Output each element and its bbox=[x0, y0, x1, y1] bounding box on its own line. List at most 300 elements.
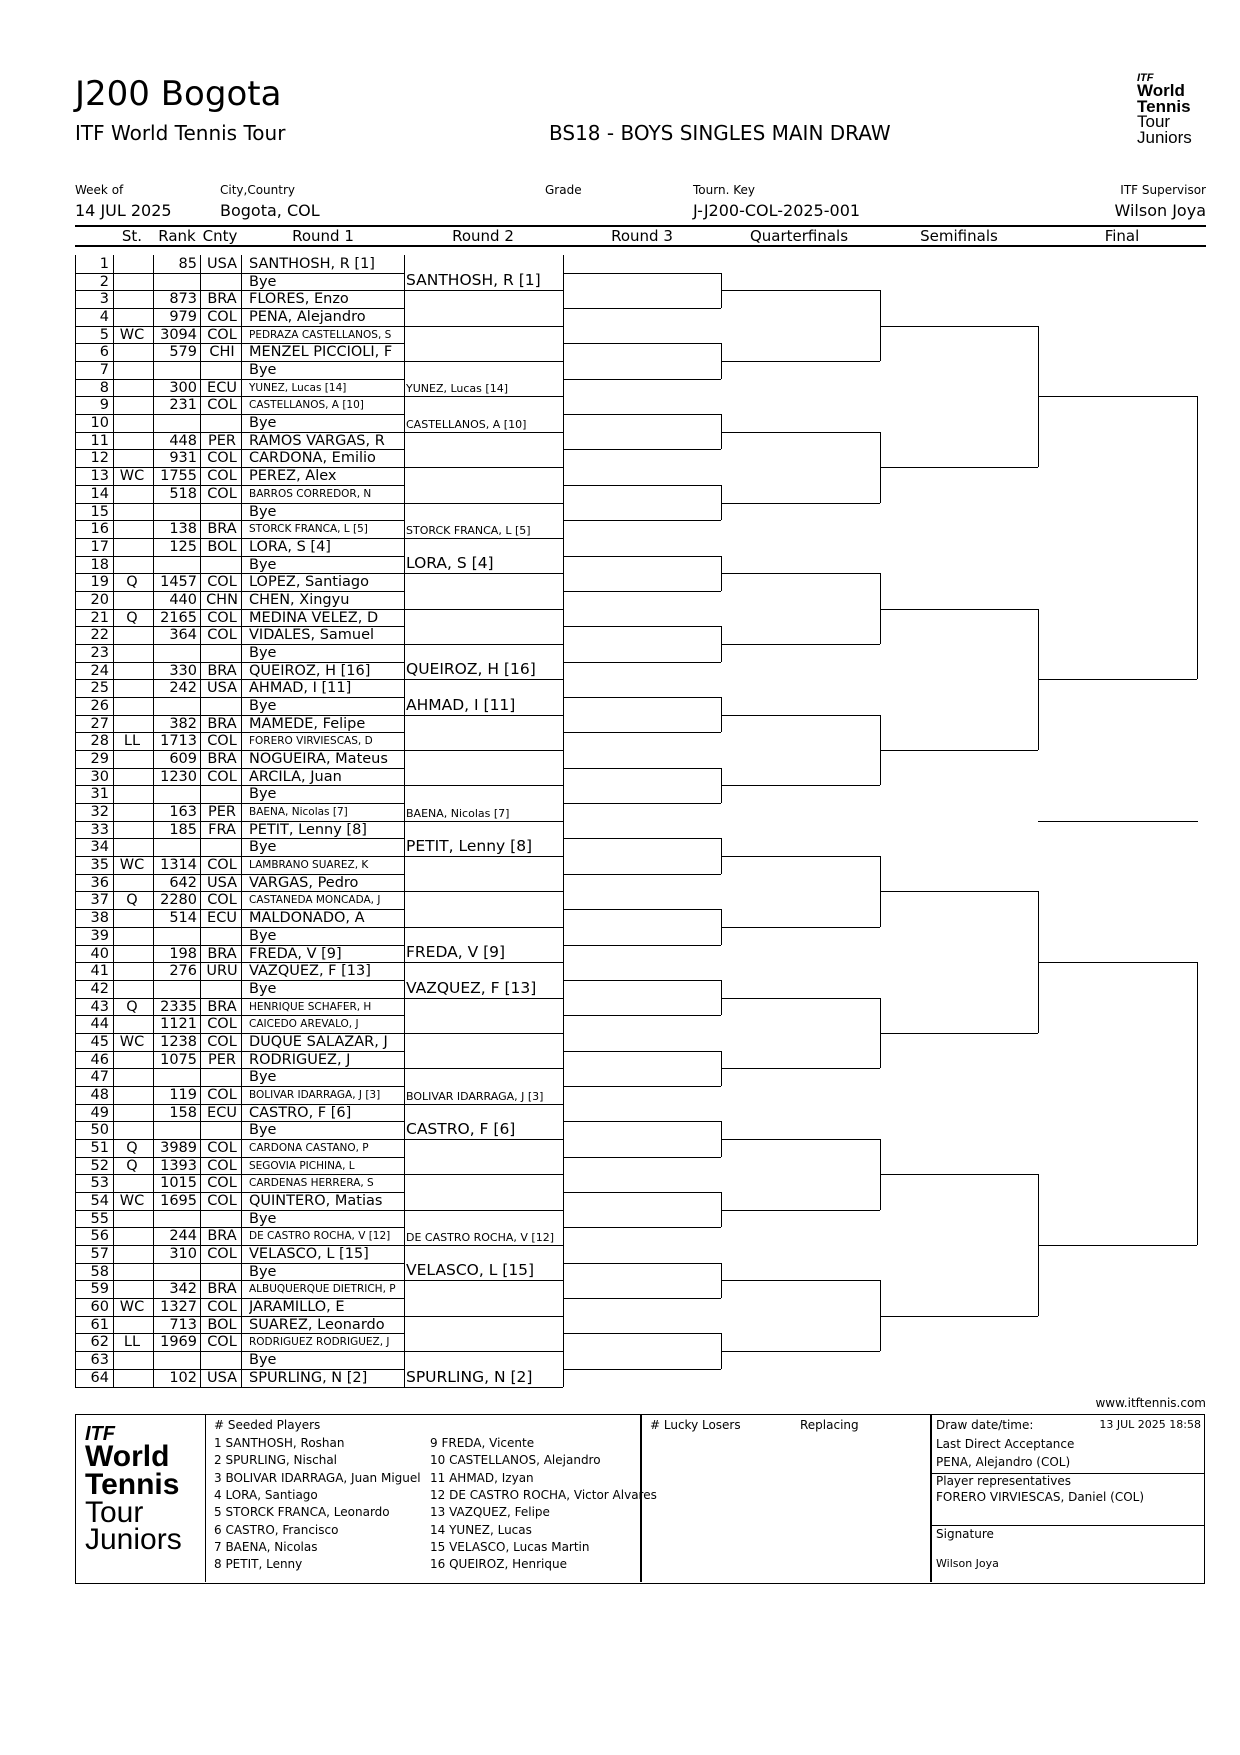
player-st: Q bbox=[126, 609, 138, 626]
bracket-line bbox=[563, 1157, 721, 1158]
round2-winner: FREDA, V [9] bbox=[406, 943, 506, 962]
player-rank: 1238 bbox=[160, 1033, 197, 1050]
player-rank: 440 bbox=[169, 591, 197, 608]
bracket-line bbox=[563, 768, 721, 769]
player-name: QUEIROZ, H [16] bbox=[249, 662, 371, 679]
grade-label: Grade bbox=[545, 183, 582, 197]
player-n: 63 bbox=[90, 1352, 109, 1369]
draw-row bbox=[75, 414, 404, 432]
player-cnty: COL bbox=[207, 1086, 237, 1103]
bracket-line bbox=[721, 927, 880, 928]
round2-line bbox=[404, 503, 563, 504]
player-cnty: COL bbox=[207, 397, 237, 414]
seed-item: 7 BAENA, Nicolas bbox=[214, 1539, 318, 1554]
player-name: CARDONA, Emilio bbox=[249, 450, 376, 467]
round2-line bbox=[404, 1210, 563, 1211]
player-rep-value: FORERO VIRVIESCAS, Daniel (COL) bbox=[936, 1490, 1145, 1504]
player-name: QUINTERO, Matias bbox=[249, 1193, 383, 1210]
signature-label: Signature bbox=[936, 1527, 994, 1541]
round2-winner: DE CASTRO ROCHA, V [12] bbox=[406, 1231, 554, 1245]
player-cnty: COL bbox=[207, 450, 237, 467]
player-rank: 1393 bbox=[160, 1157, 197, 1174]
player-n: 44 bbox=[90, 1016, 109, 1033]
draw-row bbox=[75, 503, 404, 521]
player-cnty: ECU bbox=[207, 910, 237, 927]
bracket-line bbox=[880, 750, 1038, 751]
seed-item: 15 VELASCO, Lucas Martin bbox=[430, 1539, 590, 1554]
col-quarterfinals: Quarterfinals bbox=[749, 227, 849, 245]
player-st: WC bbox=[119, 468, 145, 485]
player-n: 40 bbox=[90, 945, 109, 962]
draw-row bbox=[75, 556, 404, 574]
tour-name: ITF World Tennis Tour bbox=[75, 121, 286, 145]
player-n: 21 bbox=[90, 609, 109, 626]
player-n: 35 bbox=[90, 857, 109, 874]
draw-row bbox=[75, 573, 404, 591]
draw-datetime-value: 13 JUL 2025 18:58 bbox=[1099, 1418, 1201, 1431]
bracket-line bbox=[563, 449, 721, 450]
bracket-line bbox=[563, 1015, 721, 1016]
player-n: 34 bbox=[90, 839, 109, 856]
player-name: LAMBRANO SUAREZ, K bbox=[249, 859, 369, 872]
player-name: JARAMILLO, E bbox=[249, 1299, 345, 1316]
player-st: LL bbox=[123, 733, 141, 750]
bracket-line bbox=[721, 856, 880, 857]
player-name: CASTRO, F [6] bbox=[249, 1104, 352, 1121]
player-name: Bye bbox=[249, 415, 277, 432]
draw-row bbox=[75, 609, 404, 627]
final-winner-line bbox=[1038, 821, 1198, 822]
player-rank: 231 bbox=[169, 397, 197, 414]
draw-row bbox=[75, 343, 404, 361]
player-cnty: COL bbox=[207, 1246, 237, 1263]
player-name: Bye bbox=[249, 786, 277, 803]
player-n: 17 bbox=[90, 538, 109, 555]
player-rank: 514 bbox=[169, 910, 197, 927]
player-n: 38 bbox=[90, 910, 109, 927]
player-name: PEDRAZA CASTELLANOS, S bbox=[249, 328, 392, 341]
round2-winner: VAZQUEZ, F [13] bbox=[406, 978, 537, 997]
col-st: St. bbox=[121, 227, 143, 245]
bracket-line bbox=[563, 1333, 721, 1334]
bracket-line bbox=[563, 803, 721, 804]
player-name: SEGOVIA PICHINA, L bbox=[249, 1159, 355, 1172]
bracket-line bbox=[563, 1263, 721, 1264]
round2-line bbox=[404, 856, 563, 857]
bracket-line bbox=[880, 891, 1038, 892]
round2-line bbox=[404, 998, 563, 999]
seed-item: 16 QUEIROZ, Henrique bbox=[430, 1557, 567, 1572]
round2-winner: LORA, S [4] bbox=[406, 554, 494, 573]
bracket-line bbox=[563, 485, 721, 486]
round2-winner: QUEIROZ, H [16] bbox=[406, 660, 536, 679]
bracket-line bbox=[721, 1210, 880, 1211]
round2-winner: SANTHOSH, R [1] bbox=[406, 271, 541, 290]
round2-line bbox=[404, 361, 563, 362]
player-rank: 185 bbox=[169, 821, 197, 838]
player-n: 64 bbox=[90, 1369, 109, 1386]
supervisor-value: Wilson Joya bbox=[1114, 201, 1206, 220]
bracket-line bbox=[563, 945, 721, 946]
col-round1: Round 1 bbox=[292, 227, 354, 245]
player-st: WC bbox=[119, 857, 145, 874]
player-n: 62 bbox=[90, 1334, 109, 1351]
player-st: Q bbox=[126, 1157, 138, 1174]
player-n: 30 bbox=[90, 768, 109, 785]
seed-item: 4 LORA, Santiago bbox=[214, 1487, 318, 1502]
player-cnty: COL bbox=[207, 1299, 237, 1316]
draw-row bbox=[75, 432, 404, 450]
player-n: 28 bbox=[90, 733, 109, 750]
player-name: RODRIGUEZ, J bbox=[249, 1051, 351, 1068]
draw-row bbox=[75, 290, 404, 308]
round2-line bbox=[404, 821, 563, 822]
player-rank: 330 bbox=[169, 662, 197, 679]
col-round2: Round 2 bbox=[452, 227, 514, 245]
player-rank: 244 bbox=[169, 1228, 197, 1245]
bracket-line bbox=[880, 609, 1038, 610]
round2-line bbox=[404, 609, 563, 610]
player-n: 11 bbox=[90, 432, 109, 449]
player-cnty: CHN bbox=[206, 591, 238, 608]
draw-row bbox=[75, 1174, 404, 1192]
player-name: VAZQUEZ, F [13] bbox=[249, 963, 371, 980]
player-n: 26 bbox=[90, 698, 109, 714]
draw-row bbox=[75, 449, 404, 467]
city-label: City,Country bbox=[220, 183, 296, 197]
bracket-line bbox=[1038, 396, 1197, 397]
player-name: Bye bbox=[249, 1210, 277, 1227]
player-cnty: COL bbox=[207, 1140, 237, 1156]
player-name: SANTHOSH, R [1] bbox=[249, 256, 375, 272]
player-st: WC bbox=[119, 1299, 145, 1316]
lda-value: PENA, Alejandro (COL) bbox=[936, 1455, 1071, 1469]
draw-row bbox=[75, 520, 404, 538]
player-n: 42 bbox=[90, 980, 109, 997]
col-semifinals: Semifinals bbox=[920, 227, 998, 245]
bracket-line bbox=[563, 874, 721, 875]
col-round3: Round 3 bbox=[611, 227, 673, 245]
draw-row bbox=[75, 591, 404, 609]
signature-value: Wilson Joya bbox=[936, 1557, 999, 1570]
player-st: Q bbox=[126, 1140, 138, 1156]
player-cnty: BRA bbox=[207, 998, 237, 1015]
player-name: HENRIQUE SCHAFER, H bbox=[249, 1000, 372, 1013]
player-name: CASTANEDA MONCADA, J bbox=[249, 894, 381, 907]
player-name: YUNEZ, Lucas [14] bbox=[249, 381, 347, 394]
player-n: 46 bbox=[90, 1051, 109, 1068]
player-name: ALBUQUERQUE DIETRICH, P bbox=[249, 1283, 396, 1296]
player-cnty: USA bbox=[206, 680, 237, 697]
player-name: FLORES, Enzo bbox=[249, 291, 349, 308]
player-st: LL bbox=[123, 1334, 141, 1351]
player-rank: 1015 bbox=[160, 1175, 197, 1192]
draw-row bbox=[75, 467, 404, 485]
player-n: 10 bbox=[90, 415, 109, 432]
bracket-line bbox=[880, 326, 1038, 327]
player-cnty: BRA bbox=[207, 1281, 237, 1298]
bracket-line bbox=[721, 503, 880, 504]
replacing-label: Replacing bbox=[800, 1418, 859, 1432]
player-rank: 642 bbox=[169, 874, 197, 891]
player-n: 61 bbox=[90, 1316, 109, 1333]
draw-row bbox=[75, 1139, 404, 1157]
player-rank: 382 bbox=[169, 715, 197, 732]
player-cnty: FRA bbox=[208, 821, 236, 838]
bracket-line bbox=[721, 573, 880, 574]
bracket-connector bbox=[1197, 396, 1198, 679]
player-cnty: COL bbox=[207, 892, 237, 909]
player-rank: 364 bbox=[169, 627, 197, 644]
draw-row bbox=[75, 945, 404, 963]
player-n: 5 bbox=[99, 326, 109, 343]
bracket-line bbox=[1038, 1245, 1197, 1246]
player-cnty: BRA bbox=[207, 291, 237, 308]
player-cnty: USA bbox=[206, 874, 237, 891]
round2-winner: YUNEZ, Lucas [14] bbox=[406, 382, 508, 396]
supervisor-label: ITF Supervisor bbox=[1120, 183, 1206, 197]
player-n: 37 bbox=[90, 892, 109, 909]
player-name: STORCK FRANCA, L [5] bbox=[249, 523, 368, 536]
player-name: CHEN, Xingyu bbox=[249, 591, 350, 608]
bracket-line bbox=[563, 1369, 721, 1370]
player-rank: 931 bbox=[169, 450, 197, 467]
draw-row bbox=[75, 838, 404, 856]
draw-row bbox=[75, 379, 404, 397]
player-rank: 1695 bbox=[160, 1193, 197, 1210]
player-st: Q bbox=[126, 892, 138, 909]
itf-logo-footer: ITF World Tennis Tour Juniors bbox=[85, 1423, 182, 1557]
player-n: 25 bbox=[90, 680, 109, 697]
player-n: 2 bbox=[99, 273, 109, 290]
bracket-line bbox=[1038, 962, 1197, 963]
bracket-line bbox=[563, 1051, 721, 1052]
bracket-line bbox=[563, 662, 721, 663]
player-st: Q bbox=[126, 998, 138, 1015]
seed-item: 8 PETIT, Lenny bbox=[214, 1557, 303, 1572]
draw-row bbox=[75, 927, 404, 945]
player-cnty: COL bbox=[207, 309, 237, 326]
player-n: 3 bbox=[99, 291, 109, 308]
website-link[interactable]: www.itftennis.com bbox=[1095, 1396, 1206, 1410]
player-rank: 119 bbox=[169, 1086, 197, 1103]
round2-line bbox=[404, 1245, 563, 1246]
seed-item: 5 STORCK FRANCA, Leonardo bbox=[214, 1505, 390, 1520]
player-name: DE CASTRO ROCHA, V [12] bbox=[249, 1230, 391, 1243]
player-name: SPURLING, N [2] bbox=[249, 1369, 368, 1386]
player-n: 15 bbox=[90, 503, 109, 520]
player-n: 39 bbox=[90, 927, 109, 944]
player-n: 14 bbox=[90, 485, 109, 502]
player-rank: 342 bbox=[169, 1281, 197, 1298]
bracket-line bbox=[563, 732, 721, 733]
player-n: 51 bbox=[90, 1140, 109, 1156]
draw-row bbox=[75, 255, 404, 273]
bracket-line bbox=[563, 1227, 721, 1228]
player-name: CASTELLANOS, A [10] bbox=[249, 399, 364, 412]
player-rank: 1969 bbox=[160, 1334, 197, 1351]
bracket-line bbox=[721, 1280, 880, 1281]
player-n: 45 bbox=[90, 1033, 109, 1050]
player-cnty: COL bbox=[207, 1157, 237, 1174]
draw-row bbox=[75, 1316, 404, 1334]
player-cnty: BRA bbox=[207, 521, 237, 538]
week-label: Week of bbox=[75, 183, 124, 197]
draw-row bbox=[75, 662, 404, 680]
draw-row bbox=[75, 891, 404, 909]
bracket-line bbox=[563, 414, 721, 415]
player-name: NOGUEIRA, Mateus bbox=[249, 751, 388, 768]
player-rank: 1314 bbox=[160, 857, 197, 874]
player-n: 55 bbox=[90, 1210, 109, 1227]
round2-line bbox=[404, 290, 563, 291]
player-rank: 979 bbox=[169, 309, 197, 326]
round2-line bbox=[404, 644, 563, 645]
draw-row bbox=[75, 1333, 404, 1351]
round2-winner: CASTELLANOS, A [10] bbox=[406, 417, 527, 431]
player-n: 43 bbox=[90, 998, 109, 1015]
draw-row bbox=[75, 856, 404, 874]
player-cnty: COL bbox=[207, 1334, 237, 1351]
player-cnty: BRA bbox=[207, 662, 237, 679]
player-name: FORERO VIRVIESCAS, D bbox=[249, 735, 373, 748]
player-rank: 2165 bbox=[160, 609, 197, 626]
player-st: WC bbox=[119, 1033, 145, 1050]
draw-row bbox=[75, 1369, 404, 1387]
player-rank: 448 bbox=[169, 432, 197, 449]
player-n: 59 bbox=[90, 1281, 109, 1298]
player-cnty: USA bbox=[206, 256, 237, 272]
bracket-line bbox=[721, 644, 880, 645]
player-cnty: COL bbox=[207, 1175, 237, 1192]
player-n: 18 bbox=[90, 556, 109, 573]
bracket-line bbox=[563, 1086, 721, 1087]
draw-row bbox=[75, 1227, 404, 1245]
player-rank: 579 bbox=[169, 344, 197, 361]
player-n: 32 bbox=[90, 804, 109, 821]
draw-row bbox=[75, 1157, 404, 1175]
draw-row bbox=[75, 485, 404, 503]
bracket-line bbox=[880, 467, 1038, 468]
bracket-line bbox=[721, 290, 880, 291]
round2-line bbox=[404, 1068, 563, 1069]
round2-line bbox=[404, 573, 563, 574]
player-n: 56 bbox=[90, 1228, 109, 1245]
player-n: 33 bbox=[90, 821, 109, 838]
player-rank: 125 bbox=[169, 538, 197, 555]
round2-line bbox=[404, 1104, 563, 1105]
player-n: 48 bbox=[90, 1086, 109, 1103]
bracket-line bbox=[880, 1316, 1038, 1317]
player-rank: 1755 bbox=[160, 468, 197, 485]
seed-item: 1 SANTHOSH, Roshan bbox=[214, 1436, 345, 1450]
player-rank: 2335 bbox=[160, 998, 197, 1015]
player-name: Bye bbox=[249, 839, 277, 856]
round2-line bbox=[404, 785, 563, 786]
player-st: WC bbox=[119, 1193, 145, 1210]
player-rank: 1121 bbox=[160, 1016, 197, 1033]
player-n: 58 bbox=[90, 1263, 109, 1280]
seed-item: 2 SPURLING, Nischal bbox=[214, 1453, 338, 1468]
draw-row bbox=[75, 626, 404, 644]
player-name: Bye bbox=[249, 556, 277, 573]
bracket-line bbox=[563, 909, 721, 910]
player-n: 60 bbox=[90, 1299, 109, 1316]
round2-line bbox=[404, 1139, 563, 1140]
player-rank: 158 bbox=[169, 1104, 197, 1121]
player-cnty: BOL bbox=[207, 1316, 237, 1333]
draw-row bbox=[75, 1121, 404, 1139]
col-cnty: Cnty bbox=[202, 227, 238, 245]
player-n: 41 bbox=[90, 963, 109, 980]
draw-row bbox=[75, 962, 404, 980]
draw-row bbox=[75, 1033, 404, 1051]
seed-item: 14 YUNEZ, Lucas bbox=[430, 1522, 532, 1537]
bracket-line bbox=[563, 697, 721, 698]
draw-row bbox=[75, 998, 404, 1016]
player-cnty: COL bbox=[207, 1033, 237, 1050]
player-n: 54 bbox=[90, 1193, 109, 1210]
player-name: BAENA, Nicolas [7] bbox=[249, 806, 348, 819]
player-name: MALDONADO, A bbox=[249, 910, 365, 927]
player-n: 12 bbox=[90, 450, 109, 467]
draw-row bbox=[75, 396, 404, 414]
draw-row bbox=[75, 1280, 404, 1298]
itf-logo: ITF World Tennis Tour Juniors bbox=[1137, 72, 1192, 147]
draw-row bbox=[75, 1068, 404, 1086]
player-rank: 300 bbox=[169, 379, 197, 396]
player-name: Bye bbox=[249, 1263, 277, 1280]
seed-item: 10 CASTELLANOS, Alejandro bbox=[430, 1453, 601, 1468]
player-rank: 1327 bbox=[160, 1299, 197, 1316]
player-rep-label: Player representatives bbox=[936, 1474, 1071, 1488]
player-name: DUQUE SALAZAR, J bbox=[249, 1033, 388, 1050]
key-value: J-J200-COL-2025-001 bbox=[693, 201, 861, 220]
round2-line bbox=[404, 432, 563, 433]
player-rank: 1075 bbox=[160, 1051, 197, 1068]
player-name: Bye bbox=[249, 644, 277, 661]
player-rank: 609 bbox=[169, 751, 197, 768]
draw-row bbox=[75, 750, 404, 768]
draw-row bbox=[75, 874, 404, 892]
player-name: VARGAS, Pedro bbox=[249, 874, 359, 891]
round2-winner: BAENA, Nicolas [7] bbox=[406, 806, 510, 820]
round2-winner: BOLIVAR IDARRAGA, J [3] bbox=[406, 1089, 544, 1103]
player-cnty: BRA bbox=[207, 751, 237, 768]
lucky-losers-label: # Lucky Losers bbox=[650, 1418, 741, 1432]
player-rank: 1457 bbox=[160, 574, 197, 591]
player-rank: 518 bbox=[169, 485, 197, 502]
bracket-line bbox=[721, 1139, 880, 1140]
bracket-line bbox=[563, 343, 721, 344]
bracket-line bbox=[721, 785, 880, 786]
draw-datetime-label: Draw date/time: bbox=[936, 1418, 1034, 1432]
player-n: 27 bbox=[90, 715, 109, 732]
draw-row bbox=[75, 980, 404, 998]
player-cnty: ECU bbox=[207, 1104, 237, 1121]
player-cnty: CHI bbox=[209, 344, 235, 361]
player-name: CARDONA CASTANO, P bbox=[249, 1142, 369, 1154]
player-n: 9 bbox=[99, 397, 109, 414]
player-name: MAMEDE, Felipe bbox=[249, 715, 366, 732]
player-n: 1 bbox=[99, 256, 109, 272]
bracket-line bbox=[563, 838, 721, 839]
draw-row bbox=[75, 273, 404, 291]
draw-row bbox=[75, 785, 404, 803]
player-name: SUAREZ, Leonardo bbox=[249, 1316, 385, 1333]
player-name: FREDA, V [9] bbox=[249, 945, 342, 962]
draw-row bbox=[75, 909, 404, 927]
